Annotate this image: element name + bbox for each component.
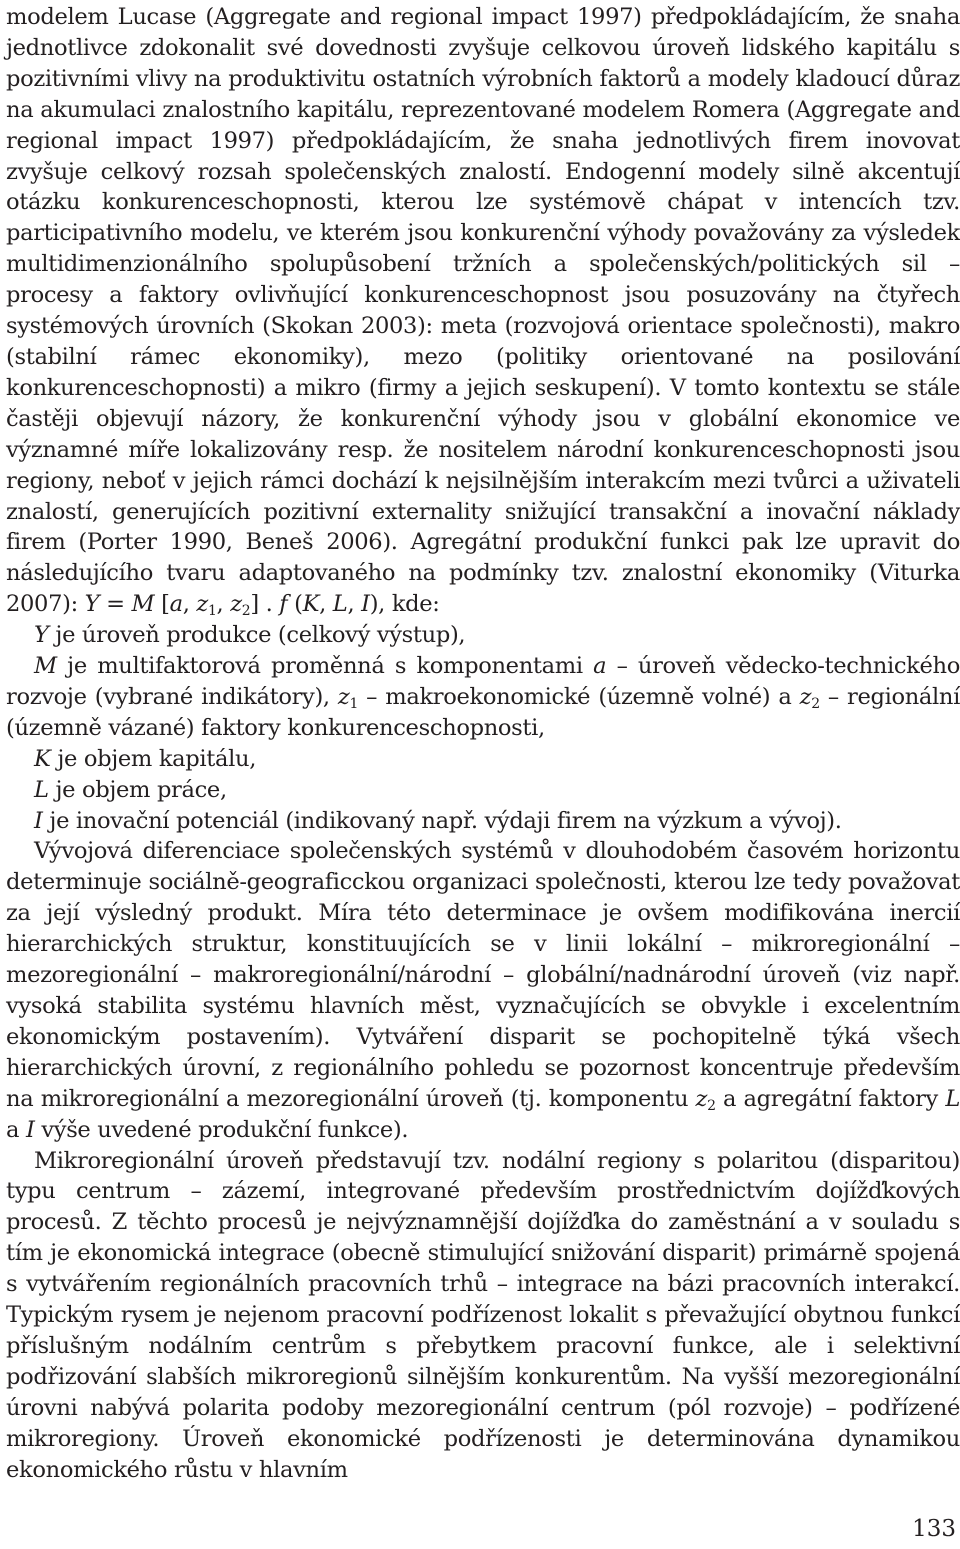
definition-I: I je inovační potenciál (indikovaný např. výdaji firem na výzkum a vývoj). <box>34 807 842 834</box>
page-number: 133 <box>912 1516 956 1542</box>
production-function-formula: Y = M [a, $z_1$, $z_2$] . f (K, L, I), kde: <box>84 591 440 620</box>
article-body <box>6 2 960 1486</box>
definition-Y: Y je úroveň produkce (celkový výstup), <box>34 622 466 649</box>
paragraph-differentiation: Vývojová diferenciace společenských systémů v dlouhodobém časovém horizontu determinuje sociálně-geograficckou organizaci společnosti, kterou lze tedy považovat za její výsledný produkt. Míra této determinace je ovšem modifikována inercií hierarchických struktur, konstituujících se v linii lokální – mikroregionální – mezoregionální – makroregionální/národní – globální/nadnárodní úroveň (viz např. vysoká stabilita systému hlavních měst, vyznačujících se obvykle i excelentním ekonomickým postavením). Vytváření disparit se pochopitelně týká všech hierarchických úrovní, z regionálního pohledu se pozornost koncentruje především na mikroregionální a mezoregionální úroveň (tj. komponentu $z_2$ a agregátní faktory L a I výše uvedené produkční funkce). <box>6 838 960 1143</box>
paragraph-text: modelem Lucase (Aggregate and regional impact 1997) předpokládajícím, že snaha jednotlivce zdokonalit své dovednosti zvyšuje celkovou úroveň lidského kapitálu s pozitivními vlivy na produktivitu ostatních výrobních faktorů a modely kladoucí důraz na akumulaci znalostního kapitálu, reprezentované modelem Romera (Aggregate and regional impact 1997) předpokládajícím, že snaha jednotlivých firem inovovat zvyšuje celkový rozsah společenských znalostí. Endogenní modely silně akcentují otázku konkurenceschopnosti, kterou lze systémově chápat v intencích tzv. participativního modelu, ve kterém jsou konkurenční výhody považovány za výsledek multidimenzionálního spolupůsobení tržních a společenských/politických sil – procesy a faktory ovlivňující konkurenceschopnost jsou posuzovány na čtyřech systémových úrovních (Skokan 2003): meta (rozvojová orientace společnosti), makro (stabilní rámec ekonomiky), mezo (politiky orientované na posilování konkurenceschopnosti) a mikro (firmy a jejich seskupení). V tomto kontextu se stále častěji objevují názory, že konkurenční výhody jsou v globální ekonomice ve významné míře lokalizovány resp. že nositelem národní konkurenceschopnosti jsou regiony, neboť v jejich rámci dochází k nejsilnějším interakcím mezi tvůrci a uživateli znalostí, generujících pozitivní externality snižující transakční a inovační náklady firem (Porter 1990, Beneš 2006). Agregátní produkční funkci pak lze upravit do následujícího tvaru adaptovaného na podmínky tzv. znalostní ekonomiky (Viturka 2007): <box>6 4 960 618</box>
definition-L: L je objem práce, <box>34 776 227 803</box>
definition-K: K je objem kapitálu, <box>34 745 257 772</box>
paragraph-endogenous-models <box>6 2 960 620</box>
paragraph-microregional: Mikroregionální úroveň představují tzv. nodální regiony s polaritou (disparitou) typu centrum – zázemí, integrované především prostřednictvím dojížďkových procesů. Z těchto procesů je nejvýznamnější dojížďka do zaměstnání a v souladu s tím je ekonomická integrace (obecně stimulující snižování disparit) primárně spojená s vytvářením regionálních pracovních trhů – integrace na bázi pracovních interakcí. Typickým rysem je nejenom pracovní podřízenost lokalit s převažující obytnou funkcí příslušným nodálním centrům s přebytkem pracovní funkce, ale i selektivní podřizování slabších mikroregionů silnějším konkurentům. Na vyšší mezoregionální úrovni nabývá polarita podoby mezoregionální centrum (pól rozvoje) – podřízené mikroregiony. Úroveň ekonomické podřízenosti je determinována dynamikou ekonomického růstu v hlavním <box>6 1147 960 1483</box>
definition-M: M je multifaktorová proměnná s komponentami a – úroveň vědecko-technického rozvoje (vybrané indikátory), $z_1$ – makroekonomické (územně volné) a $z_2$ – regionální (územně vázané) faktory konkurenceschopnosti, <box>6 653 960 741</box>
